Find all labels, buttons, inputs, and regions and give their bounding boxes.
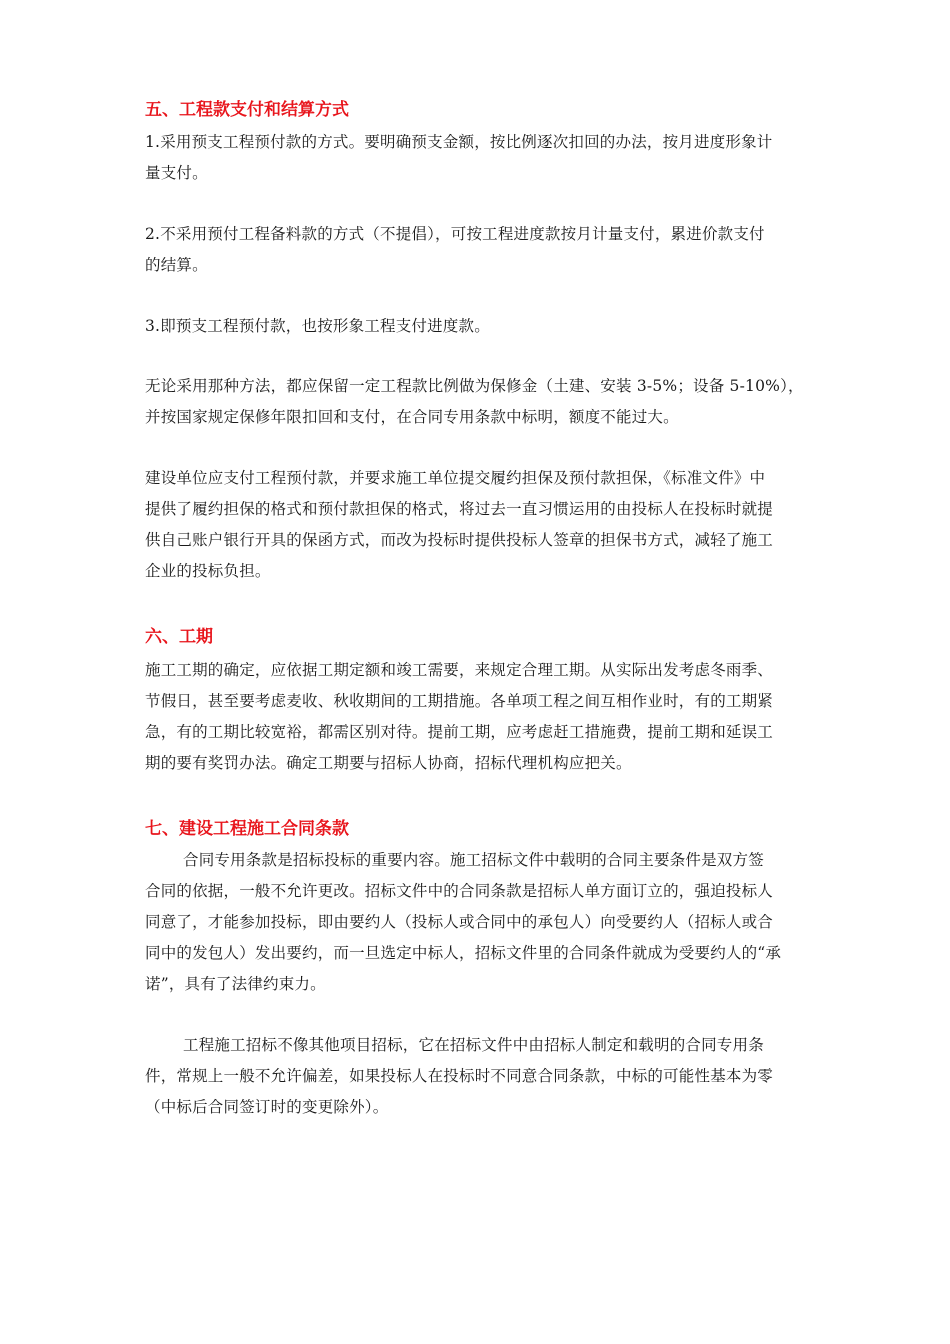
text-line: 1.采用预支工程预付款的方式。要明确预支金额，按比例逐次扣回的办法，按月进度形象计 bbox=[145, 133, 773, 151]
text-line: 合同的依据，一般不允许更改。招标文件中的合同条款是招标人单方面订立的，强迫投标人 bbox=[145, 882, 774, 900]
text-line: 2.不采用预付工程备料款的方式（不提倡），可按工程进度款按月计量支付，累进价款支付 bbox=[145, 225, 765, 243]
paragraph bbox=[145, 127, 825, 189]
text-line: 件，常规上一般不允许偏差，如果投标人在投标时不同意合同条款，中标的可能性基本为零 bbox=[145, 1067, 774, 1085]
text-line: 期的要有奖罚办法。确定工期要与招标人协商，招标代理机构应把关。 bbox=[145, 754, 632, 772]
text-line: 节假日，甚至要考虑麦收、秋收期间的工期措施。各单项工程之间互相作业时，有的工期紧 bbox=[145, 692, 774, 710]
paragraph bbox=[145, 1030, 825, 1123]
text-line: 急，有的工期比较宽裕，都需区别对待。提前工期，应考虑赶工措施费，提前工期和延误工 bbox=[145, 723, 774, 741]
document-page bbox=[145, 96, 825, 1123]
paragraph bbox=[145, 311, 825, 342]
text-line: 诺”，具有了法律约束力。 bbox=[145, 975, 326, 993]
text-line: 同中的发包人）发出要约，而一旦选定中标人，招标文件里的合同条件就成为受要约人的“承 bbox=[145, 944, 782, 962]
section-heading-contract: 七、建设工程施工合同条款 bbox=[145, 819, 349, 839]
section-heading-duration: 六、工期 bbox=[145, 627, 213, 647]
text-line: 供自己账户银行开具的保函方式，而改为投标时提供投标人签章的担保书方式，减轻了施工 bbox=[145, 531, 774, 549]
text-line: 提供了履约担保的格式和预付款担保的格式，将过去一直习惯运用的由投标人在投标时就提 bbox=[145, 500, 774, 518]
text-line: 建设单位应支付工程预付款，并要求施工单位提交履约担保及预付款担保，《标准文件》中 bbox=[145, 469, 766, 487]
text-line: 同意了，才能参加投标，即由要约人（投标人或合同中的承包人）向受要约人（招标人或合 bbox=[145, 913, 774, 931]
text-line: 的结算。 bbox=[145, 256, 208, 274]
paragraph bbox=[145, 655, 825, 779]
text-line: 合同专用条款是招标投标的重要内容。施工招标文件中载明的合同主要条件是双方签 bbox=[183, 851, 764, 869]
text-line: 无论采用那种方法，都应保留一定工程款比例做为保修金（土建、安装 3-5%；设备 5-10%）， bbox=[145, 377, 804, 395]
paragraph bbox=[145, 219, 825, 281]
paragraph bbox=[145, 463, 825, 587]
text-line: 施工工期的确定，应依据工期定额和竣工需要，来规定合理工期。从实际出发考虑冬雨季、 bbox=[145, 661, 774, 679]
text-line: 3.即预支工程预付款，也按形象工程支付进度款。 bbox=[145, 317, 490, 335]
text-line: 企业的投标负担。 bbox=[145, 562, 271, 580]
text-line: 量支付。 bbox=[145, 164, 208, 182]
text-line: 工程施工招标不像其他项目招标，它在招标文件中由招标人制定和载明的合同专用条 bbox=[183, 1036, 764, 1054]
section-heading-payment: 五、工程款支付和结算方式 bbox=[145, 100, 349, 120]
text-line: 并按国家规定保修年限扣回和支付，在合同专用条款中标明，额度不能过大。 bbox=[145, 408, 679, 426]
paragraph bbox=[145, 371, 825, 433]
text-line: （中标后合同签订时的变更除外）。 bbox=[145, 1098, 389, 1116]
paragraph bbox=[145, 845, 825, 1000]
